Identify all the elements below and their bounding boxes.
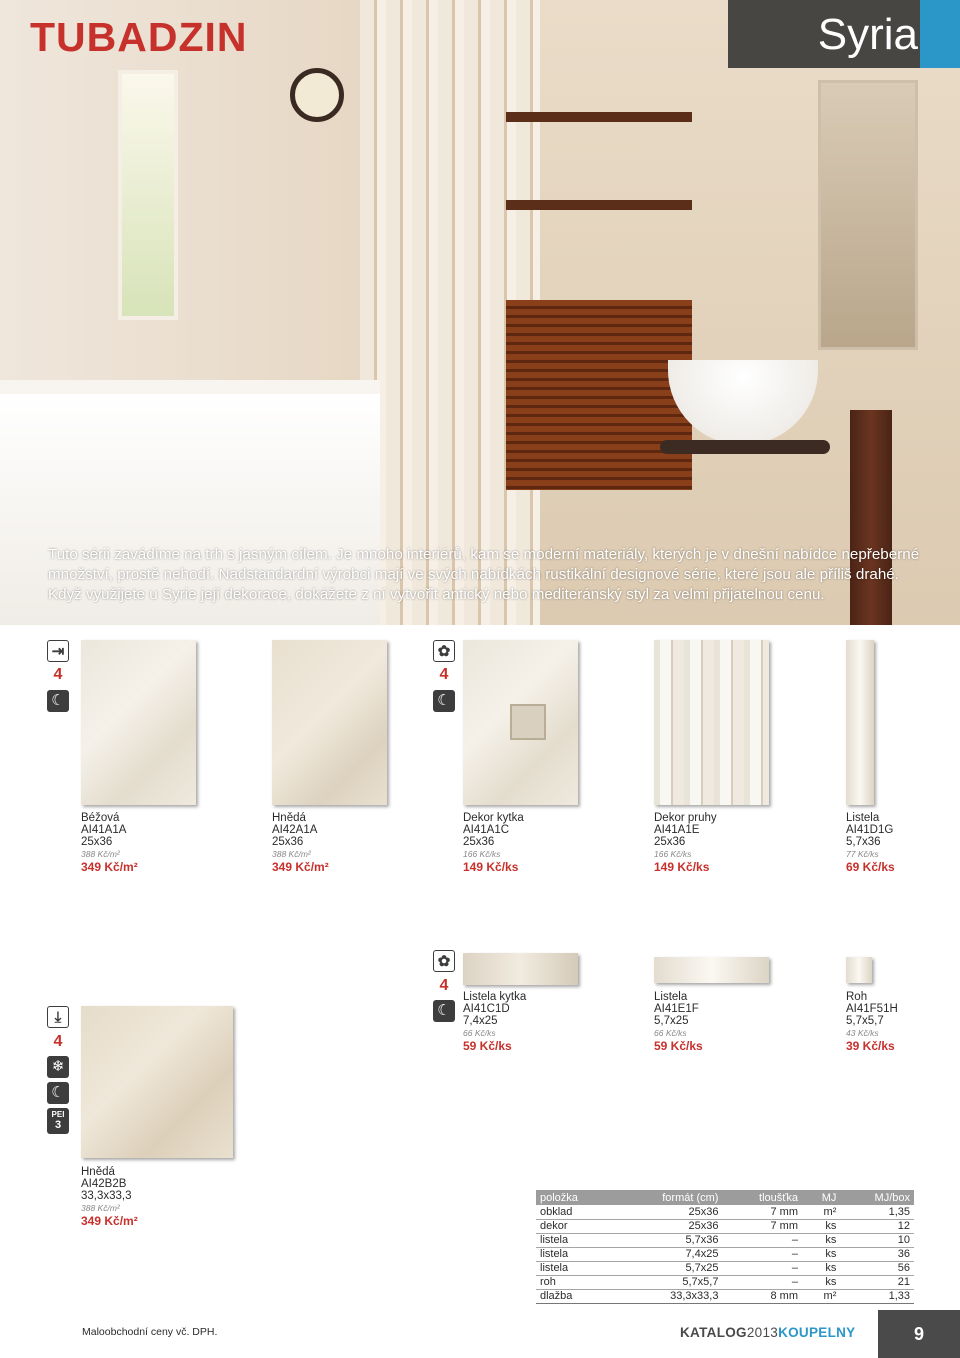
abrasion-number-icon: 4 bbox=[433, 664, 455, 686]
col-polozka: položka bbox=[536, 1190, 614, 1205]
product-label: Hnědá AI42B2B 33,3x33,3 388 Kč/m² 349 Kč/m² bbox=[81, 1166, 138, 1228]
rose-ornament bbox=[510, 704, 546, 740]
intro-text: Tuto sérii zavádíme na trh s jasným cílem. Je mnoho interiérů, kam se moderní materiály, kterých je v dnešní nabídce nepřeberné množství, prostě nehodí. Nadstandardní výrobci mají ve svých nabídkách rustikální designové série, které jsou ale příliš drahé. Když využijete u Syrie její dekorace, dokážete z ní vytvořit antický nebo mediteránský styl za velmi přijatelnou cenu. bbox=[48, 546, 920, 603]
product-label: Listela AI41D1G 5,7x36 77 Kč/ks 69 Kč/ks bbox=[846, 812, 895, 874]
product-label: Roh AI41F51H 5,7x5,7 43 Kč/ks 39 Kč/ks bbox=[846, 991, 898, 1053]
table-header-row bbox=[536, 1190, 914, 1205]
col-format: formát (cm) bbox=[614, 1190, 723, 1205]
table-row: dlažba 33,3x33,3 8 mm m² 1,33 bbox=[536, 1289, 914, 1303]
series-title: Syria bbox=[817, 10, 918, 59]
table-row: listela 5,7x25 – ks 56 bbox=[536, 1261, 914, 1275]
pei-rating-icon: PEI 3 bbox=[47, 1108, 69, 1134]
tile-dekor-kytka bbox=[463, 640, 578, 805]
tile-bezova bbox=[81, 640, 196, 805]
tile-dekor-pruhy bbox=[654, 640, 769, 805]
shelf bbox=[506, 200, 692, 210]
brand-accent-bar bbox=[920, 0, 960, 68]
mirror bbox=[818, 80, 918, 350]
page-number: 9 bbox=[878, 1310, 960, 1358]
table-row: dekor 25x36 7 mm ks 12 bbox=[536, 1219, 914, 1233]
tile-floor-hneda bbox=[81, 1006, 233, 1158]
wall-tile-icon: ⇥ bbox=[47, 640, 69, 662]
product-label: Hnědá AI42A1A 25x36 388 Kč/m² 349 Kč/m² bbox=[272, 812, 329, 874]
tile-roh bbox=[846, 957, 872, 983]
product-label: Béžová AI41A1A 25x36 388 Kč/m² 349 Kč/m² bbox=[81, 812, 138, 874]
table-row: roh 5,7x5,7 – ks 21 bbox=[536, 1275, 914, 1289]
decor-flower-icon: ✿ bbox=[433, 640, 455, 662]
tile-hneda bbox=[272, 640, 387, 805]
product-label: Listela AI41E1F 5,7x25 66 Kč/ks 59 Kč/ks bbox=[654, 991, 703, 1053]
col-mj-box: MJ/box bbox=[840, 1190, 914, 1205]
abrasion-number-icon: 4 bbox=[47, 1031, 69, 1053]
product-label: Listela kytka AI41C1D 7,4x25 66 Kč/ks 59 Kč/ks bbox=[463, 991, 527, 1053]
product-label: Dekor kytka AI41A1C 25x36 166 Kč/ks 149 Kč/ks bbox=[463, 812, 524, 874]
product-label: Dekor pruhy AI41A1E 25x36 166 Kč/ks 149 Kč/ks bbox=[654, 812, 717, 874]
tile-listela-short bbox=[654, 957, 769, 983]
tile-listela bbox=[846, 640, 874, 805]
price-note: Maloobchodní ceny vč. DPH. bbox=[82, 1326, 218, 1338]
moon-icon: ☾ bbox=[433, 690, 455, 712]
moon-icon: ☾ bbox=[47, 690, 69, 712]
tile-listela-kytka bbox=[463, 953, 578, 985]
table-row: listela 5,7x36 – ks 10 bbox=[536, 1233, 914, 1247]
brand-logo: TUBADZIN bbox=[30, 14, 248, 60]
shelf bbox=[506, 112, 692, 122]
abrasion-number-icon: 4 bbox=[433, 975, 455, 997]
col-tloustka: tloušťka bbox=[722, 1190, 802, 1205]
abrasion-number-icon: 4 bbox=[47, 664, 69, 686]
snowflake-icon: ❄ bbox=[47, 1056, 69, 1078]
catalog-label: KATALOG2013KOUPELNY bbox=[680, 1325, 856, 1340]
decor-flower-icon: ✿ bbox=[433, 950, 455, 972]
hero-photo bbox=[0, 0, 960, 625]
floor-tile-icon: ⤓ bbox=[47, 1006, 69, 1028]
window bbox=[118, 70, 178, 320]
sink-counter bbox=[660, 440, 830, 454]
moon-icon: ☾ bbox=[433, 1000, 455, 1022]
moon-icon: ☾ bbox=[47, 1082, 69, 1104]
wooden-cabinet bbox=[506, 300, 692, 490]
col-mj: MJ bbox=[802, 1190, 840, 1205]
clock bbox=[290, 68, 344, 122]
spec-table bbox=[536, 1190, 914, 1304]
table-row: obklad 25x36 7 mm m² 1,35 bbox=[536, 1205, 914, 1219]
table-row: listela 7,4x25 – ks 36 bbox=[536, 1247, 914, 1261]
